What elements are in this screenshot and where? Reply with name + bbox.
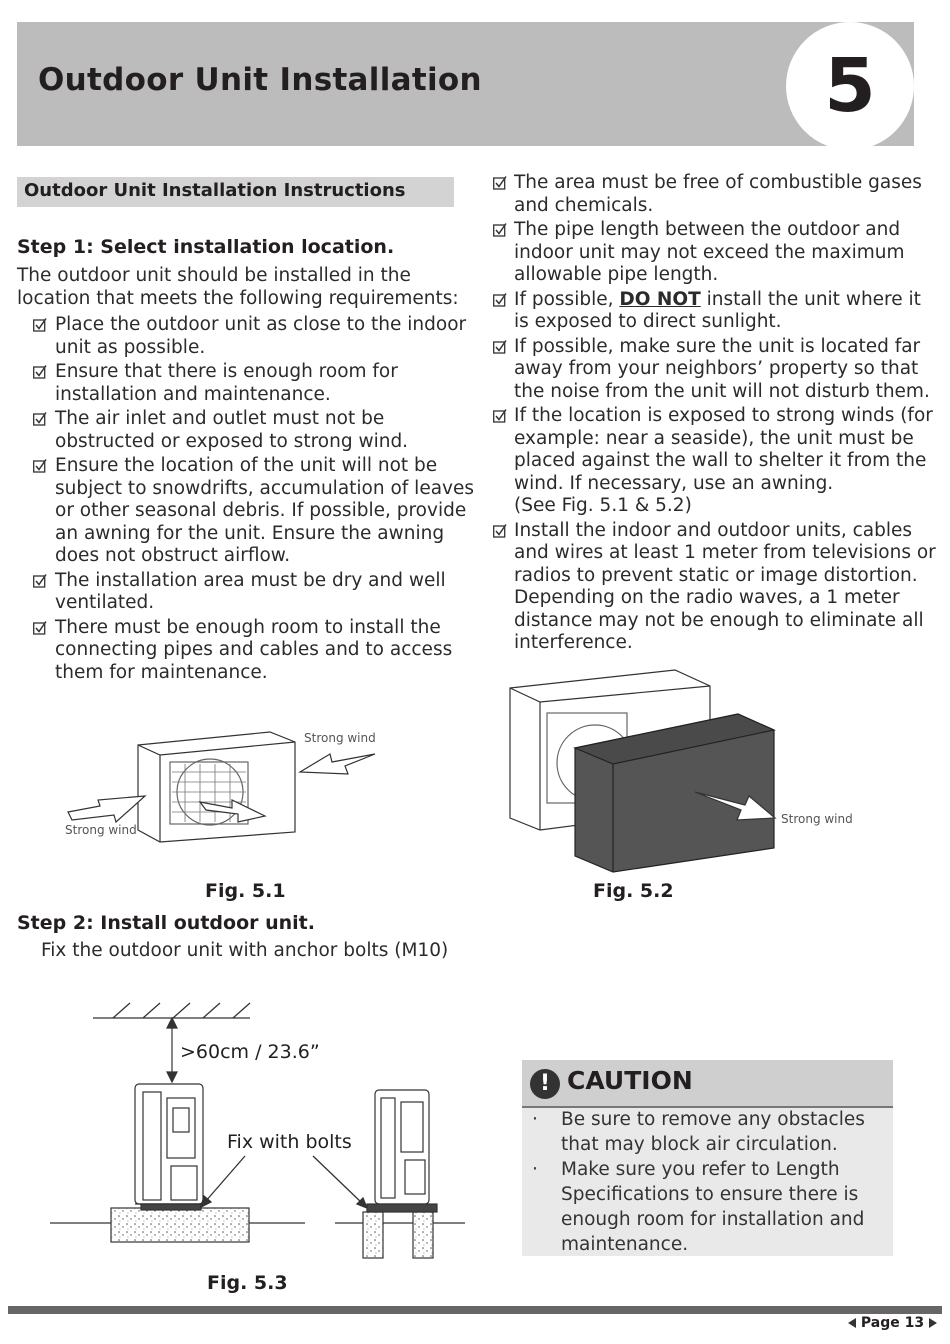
next-page-icon[interactable] bbox=[929, 1318, 937, 1328]
checkbox-icon bbox=[493, 340, 507, 354]
checkbox-icon bbox=[33, 365, 47, 379]
checkbox-icon bbox=[493, 176, 507, 190]
list-item: Ensure that there is enough room for installation and maintenance. bbox=[17, 361, 475, 406]
outdoor-unit-side bbox=[367, 1090, 437, 1212]
step2-text: Fix the outdoor unit with anchor bolts (M10) bbox=[41, 940, 449, 961]
concrete-pier bbox=[363, 1212, 383, 1258]
figure-5-3 bbox=[45, 998, 475, 1268]
list-item: · Make sure you refer to Length Specifications to ensure there is enough room for installation and maintenance. bbox=[532, 1159, 865, 1255]
fix-bolts-label: Fix with bolts bbox=[227, 1131, 352, 1153]
concrete-pier bbox=[413, 1212, 433, 1258]
wind-arrow-right bbox=[68, 796, 145, 822]
fig-5-1-caption: Fig. 5.1 bbox=[205, 880, 286, 902]
outdoor-unit-side bbox=[135, 1084, 205, 1210]
step1-intro bbox=[17, 265, 477, 310]
figure-reference: (See Fig. 5.1 & 5.2) bbox=[514, 495, 692, 516]
list-item: The air inlet and outlet must not be obstructed or exposed to strong wind. bbox=[17, 408, 475, 453]
figure-5-2 bbox=[505, 668, 885, 873]
list-item: If possible, make sure the unit is located far away from your neighbors’ property so that the noise from the unit will not disturb them. bbox=[493, 336, 938, 404]
checkbox-icon bbox=[33, 318, 47, 332]
checkbox-icon bbox=[33, 621, 47, 635]
wind-arrow-left bbox=[300, 754, 375, 774]
strong-wind-label: Strong wind bbox=[781, 812, 853, 826]
strong-wind-label: Strong wind bbox=[65, 823, 137, 837]
prev-page-icon[interactable] bbox=[848, 1318, 856, 1328]
fig-5-2-caption: Fig. 5.2 bbox=[593, 880, 674, 902]
checkbox-icon bbox=[33, 412, 47, 426]
step1-intro-line2: location that meets the following requirements: bbox=[17, 287, 459, 309]
step1-intro-line1: The outdoor unit should be installed in the bbox=[17, 265, 411, 286]
list-item: Place the outdoor unit as close to the indoor unit as possible. bbox=[17, 314, 475, 359]
list-item: The pipe length between the outdoor and indoor unit may not exceed the maximum allowable pipe length. bbox=[493, 219, 938, 287]
step1-heading: Step 1: Select installation location. bbox=[17, 236, 395, 258]
exclamation-icon: ! bbox=[530, 1069, 560, 1099]
concrete-base bbox=[111, 1208, 249, 1242]
page-number: Page 13 bbox=[860, 1315, 925, 1331]
chapter-number: 5 bbox=[824, 43, 876, 129]
bullet-icon: · bbox=[532, 1159, 538, 1180]
figure-5-1 bbox=[60, 720, 390, 850]
page-title: Outdoor Unit Installation bbox=[38, 62, 482, 98]
step2-heading: Step 2: Install outdoor unit. bbox=[17, 912, 315, 934]
checkbox-icon bbox=[493, 293, 507, 307]
do-not-emphasis: DO NOT bbox=[619, 288, 701, 310]
page-indicator bbox=[848, 1315, 937, 1331]
ceiling-line bbox=[93, 1003, 250, 1018]
clearance-dimension bbox=[167, 1018, 177, 1082]
outdoor-unit-drawing bbox=[138, 732, 295, 842]
strong-wind-label: Strong wind bbox=[304, 731, 376, 745]
checkbox-icon bbox=[493, 409, 507, 423]
checkbox-icon bbox=[493, 524, 507, 538]
list-item: Install the indoor and outdoor units, cables and wires at least 1 meter from televisions or radios to prevent static or image distortion. Depending on the radio waves, a 1 meter distance may not be enough to eliminate all interference. bbox=[493, 520, 938, 655]
requirements-list-right bbox=[493, 172, 938, 657]
section-title: Outdoor Unit Installation Instructions bbox=[24, 180, 406, 201]
list-item: If possible, DO NOT install the unit where it is exposed to direct sunlight. bbox=[493, 289, 938, 334]
requirements-list-left bbox=[17, 314, 475, 686]
checkbox-icon bbox=[33, 459, 47, 473]
list-item: If the location is exposed to strong winds (for example: near a seaside), the unit must be placed against the wall to shelter it from the wind. If necessary, use an awning. (See Fig. 5.1 & 5.2) bbox=[493, 405, 938, 518]
checkbox-icon bbox=[493, 223, 507, 237]
checkbox-icon bbox=[33, 574, 47, 588]
bolt-pointer bbox=[201, 1156, 367, 1208]
bullet-icon: · bbox=[532, 1109, 538, 1130]
caution-list bbox=[530, 1107, 888, 1257]
list-item: · Be sure to remove any obstacles that may block air circulation. bbox=[532, 1109, 865, 1155]
clearance-label: >60cm / 23.6” bbox=[180, 1041, 320, 1063]
list-item: Ensure the location of the unit will not be subject to snowdrifts, accumulation of leaves or other seasonal debris. If possible, provide an awning for the unit. Ensure the awning does not obstruct airflow. bbox=[17, 455, 475, 568]
caution-title: CAUTION bbox=[567, 1066, 693, 1095]
list-item: The installation area must be dry and well ventilated. bbox=[17, 570, 475, 615]
list-item: There must be enough room to install the connecting pipes and cables and to access them for maintenance. bbox=[17, 617, 475, 685]
footer-bar bbox=[8, 1306, 942, 1314]
fig-5-3-caption: Fig. 5.3 bbox=[207, 1272, 288, 1294]
list-item: The area must be free of combustible gases and chemicals. bbox=[493, 172, 938, 217]
